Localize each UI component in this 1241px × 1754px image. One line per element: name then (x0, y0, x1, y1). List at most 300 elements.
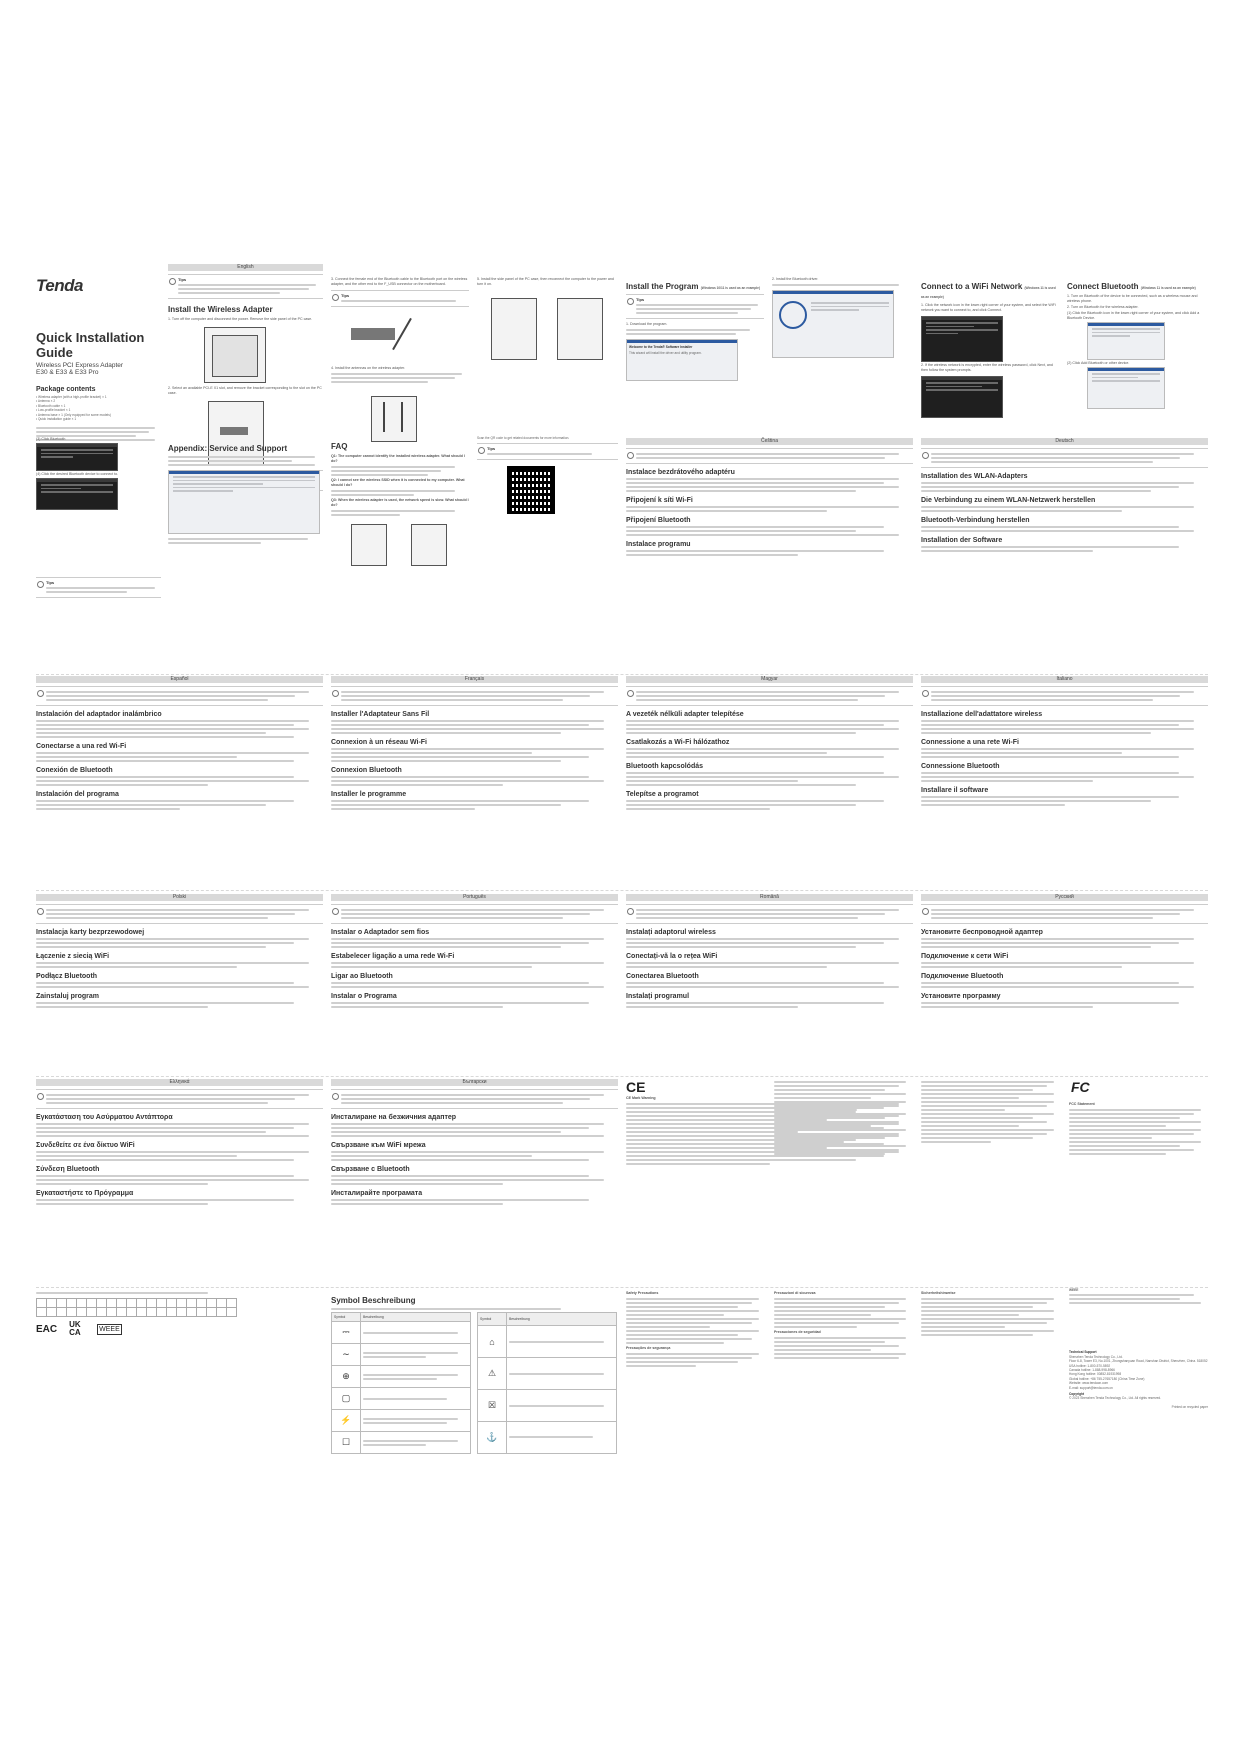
text-line (363, 1440, 458, 1442)
text-line (331, 942, 589, 944)
tips-label: Tips (46, 580, 55, 585)
polarity-icon: ⊕ (332, 1366, 361, 1388)
text-line (331, 1151, 604, 1153)
text-line (626, 1338, 752, 1340)
text-line (331, 780, 604, 782)
bg-heading-3: Свързване с Bluetooth (331, 1166, 410, 1173)
el-heading-2: Συνδεθείτε σε ένα δίκτυο WiFi (36, 1142, 135, 1149)
safety-col-de (921, 1290, 1061, 1338)
tenda-logo: Tenda (36, 276, 83, 295)
text-line (774, 1085, 899, 1087)
text-line (168, 464, 315, 466)
class-ii-icon: ▢ (332, 1388, 361, 1410)
text-line (626, 1353, 759, 1355)
screenshot-add-device (1087, 367, 1165, 409)
text-line (774, 1298, 906, 1300)
text-line (36, 1199, 294, 1201)
italian-section (921, 676, 1208, 886)
text-line (636, 691, 899, 693)
recycled-note: Printed on recycled paper (1171, 1404, 1208, 1409)
text-line (626, 1330, 759, 1332)
text-line (626, 1365, 696, 1367)
text-line (626, 1357, 752, 1359)
text-line (46, 917, 268, 919)
text-line (1069, 1153, 1166, 1155)
text-line (626, 1131, 798, 1133)
program-heading-text: Install the Program (626, 282, 699, 291)
text-line (626, 1318, 759, 1320)
text-line (921, 1302, 1047, 1304)
faq-question-1: Q1: The computer cannot identify the installed wireless adapter. What should I do? (331, 454, 465, 463)
text-line (46, 691, 309, 693)
text-line (331, 1002, 589, 1004)
text-line (1069, 1125, 1166, 1127)
english-tips-bottom (36, 574, 161, 596)
text-line (774, 1081, 906, 1083)
note-box (331, 686, 618, 706)
weee-icon: ☒ (478, 1390, 507, 1422)
text-line (331, 381, 428, 383)
spanish-section (36, 676, 323, 886)
tips-box (477, 443, 618, 460)
text-line (774, 1318, 906, 1320)
text-line (921, 490, 1151, 492)
hu-heading-2: Csatlakozás a Wi-Fi hálózathoz (626, 739, 730, 746)
text-line (921, 1085, 1047, 1087)
intel-logo-icon (779, 301, 807, 329)
text-line (921, 1298, 1054, 1300)
text-line (626, 1342, 724, 1344)
ro-heading-3: Conectarea Bluetooth (626, 973, 699, 980)
text-line (931, 691, 1194, 693)
text-line (921, 780, 1093, 782)
text-line (921, 1141, 991, 1143)
text-line (36, 776, 294, 778)
el-heading-4: Εγκαταστήστε το Πρόγραμμα (36, 1190, 134, 1197)
text-line (626, 1326, 710, 1328)
spanish-header: Español (36, 676, 323, 683)
install-step-4: 4. Install the antennas on the wireless adapter. (331, 366, 406, 370)
de-heading-3: Bluetooth-Verbindung herstellen (921, 517, 1030, 524)
text-line (626, 804, 856, 806)
guide-models: E30 & E33 & E33 Pro (36, 369, 99, 376)
note-box (626, 448, 913, 464)
program-panel (626, 276, 764, 431)
support-heading: Technical Support (1069, 1350, 1097, 1355)
text-line (636, 304, 758, 306)
text-line (626, 938, 899, 940)
text-line (921, 796, 1179, 798)
fr-heading-1: Installer l'Adaptateur Sans Fil (331, 711, 430, 718)
text-line (921, 1081, 1054, 1083)
de-heading-1: Installation des WLAN-Adapters (921, 473, 1028, 480)
text-line (331, 756, 589, 758)
install-heading: Install the Wireless Adapter (168, 305, 273, 314)
text-line (626, 1006, 798, 1008)
text-line (921, 720, 1194, 722)
tips-box (331, 290, 469, 307)
text-line (921, 1109, 1005, 1111)
text-line (626, 1298, 759, 1300)
ground-icon: ⚓ (478, 1421, 507, 1453)
text-line (341, 300, 456, 302)
program-panel-2 (772, 276, 913, 431)
text-line (774, 1141, 844, 1143)
bluetooth-step-2a: (1) Click the Bluetooth icon in the lower-right corner of your system, and click Add a Bluetooth Device. (1067, 311, 1200, 320)
bluetooth-heading-text: Connect Bluetooth (1067, 282, 1139, 291)
text-line (636, 917, 858, 919)
text-line (774, 1353, 906, 1355)
text-line (774, 1109, 857, 1111)
support-canada: Canada hotline: 1-888-998-8966 (1069, 1368, 1115, 1373)
text-line (341, 1098, 590, 1100)
symbol-table-left (331, 1312, 471, 1454)
text-line (178, 292, 280, 294)
text-line (331, 373, 462, 375)
fr-heading-4: Installer le programme (331, 791, 407, 798)
text-line (36, 946, 266, 948)
qr-panel (477, 436, 618, 526)
text-line (774, 1093, 906, 1095)
package-item: • Bluetooth cable × 1 (36, 403, 66, 408)
text-line (636, 695, 885, 697)
text-line (921, 728, 1194, 730)
text-line (1069, 1109, 1201, 1111)
text-line (363, 1352, 458, 1354)
text-line (363, 1332, 458, 1334)
text-line (931, 913, 1180, 915)
text-line (626, 732, 856, 734)
text-line (921, 804, 1065, 806)
text-line (921, 1113, 1054, 1115)
cz-heading-1: Instalace bezdrátového adaptéru (626, 469, 735, 476)
english-header: English (168, 264, 323, 271)
text-line (636, 909, 899, 911)
package-item: • Quick installation guide × 1 (36, 417, 77, 422)
pl-heading-1: Instalacja karty bezprzewodowej (36, 929, 145, 936)
text-line (772, 284, 899, 286)
text-line (331, 1199, 589, 1201)
es-heading-4: Instalación del programa (36, 791, 119, 798)
text-line (363, 1374, 458, 1376)
greek-header: Ελληνικά (36, 1079, 323, 1086)
hungarian-section (626, 676, 913, 886)
support-website: Website: www.tendacn.com (1069, 1381, 1109, 1386)
ukca-mark: UK CA (69, 1320, 81, 1337)
tech-support (1069, 1288, 1208, 1409)
text-line (774, 1349, 871, 1351)
text-line (774, 1341, 885, 1343)
text-line (46, 913, 295, 915)
text-line (36, 1179, 309, 1181)
ro-heading-1: Instalați adaptorul wireless (626, 929, 716, 936)
text-line (931, 453, 1194, 455)
text-line (36, 1175, 294, 1177)
hungarian-header: Magyar (626, 676, 913, 683)
text-line (341, 691, 604, 693)
package-item: • Wireless adapter (with a high-profile bracket) × 1 (36, 395, 107, 399)
text-line (931, 917, 1153, 919)
text-line (921, 938, 1194, 940)
french-section (331, 676, 618, 886)
fold-line (36, 890, 1208, 891)
note-box (36, 686, 323, 706)
bluetooth-heading (1067, 282, 1208, 291)
text-line (363, 1398, 447, 1400)
text-line (36, 942, 294, 944)
frequency-table (36, 1298, 237, 1317)
text-line (331, 800, 589, 802)
text-line (36, 780, 309, 782)
text-line (36, 427, 155, 429)
antenna-icon (383, 402, 385, 432)
text-line (626, 720, 899, 722)
text-line (626, 756, 884, 758)
text-line (774, 1322, 899, 1324)
text-line (341, 695, 590, 697)
band-english (36, 264, 1208, 672)
text-line (363, 1356, 426, 1358)
copyright-heading: Copyright (1069, 1392, 1085, 1397)
text-line (921, 1125, 1019, 1127)
text-line (36, 760, 294, 762)
appendix-heading: Appendix: Service and Support (168, 444, 288, 453)
text-line (1069, 1121, 1201, 1123)
text-line (774, 1145, 906, 1147)
tips-label: Tips (178, 277, 187, 282)
dc-icon: ⎓ (332, 1322, 361, 1344)
motherboard-icon (212, 335, 258, 377)
ro-heading-2: Conectați-vă la o rețea WiFi (626, 953, 718, 960)
english-column-3 (626, 277, 913, 672)
bluetooth-heading-sub: (Windows 11 is used as an example) (1140, 286, 1196, 290)
note-box (36, 1089, 323, 1109)
text-line (36, 966, 237, 968)
pt-heading-4: Instalar o Programa (331, 993, 397, 1000)
text-line (626, 554, 798, 556)
text-line (626, 1322, 752, 1324)
text-line (331, 1155, 532, 1157)
copyright-text: © 2023 Shenzhen Tenda Technology Co., Ltd. All rights reserved. (1069, 1396, 1162, 1401)
pc-case-icon (491, 298, 537, 360)
text-line (341, 1102, 563, 1104)
symbol-section (331, 1290, 618, 1480)
text-line (331, 728, 604, 730)
text-line (636, 913, 885, 915)
screenshot-bluetooth-device (36, 478, 118, 510)
note-box (36, 904, 323, 924)
el-heading-3: Σύνδεση Bluetooth (36, 1166, 100, 1173)
polish-section (36, 894, 323, 1072)
it-heading-1: Installazione dell'adattatore wireless (921, 711, 1043, 718)
text-line (774, 1149, 899, 1151)
romanian-section (626, 894, 913, 1072)
antenna-illustration (331, 396, 469, 440)
package-item: • Antenna base × 1 (Only equipped for some models) (36, 412, 111, 417)
weee-label: WEEE (1069, 1288, 1079, 1292)
text-line (168, 542, 261, 544)
text-line (626, 962, 899, 964)
text-line (931, 461, 1153, 463)
text-line (636, 453, 899, 455)
text-line (1069, 1145, 1180, 1147)
adapter-card-icon (220, 427, 248, 435)
bluetooth-cable-illustration (331, 310, 469, 365)
screenshot-bluetooth-menu (36, 443, 118, 471)
text-line (921, 1093, 1054, 1095)
text-line (626, 506, 899, 508)
text-line (341, 699, 563, 701)
text-line (921, 1133, 1047, 1135)
text-line (331, 760, 561, 762)
text-line (774, 1105, 899, 1107)
text-line (36, 1123, 309, 1125)
safety-heading-pt: Precauções de segurança (626, 1346, 671, 1350)
text-line (1069, 1302, 1201, 1304)
wifi-heading-sub: (Windows 11 is used as an example) (921, 286, 1056, 299)
text-line (774, 1302, 899, 1304)
text-line (331, 490, 455, 492)
symbol-col-header: Symbol (478, 1313, 507, 1326)
text-line (921, 530, 1194, 532)
guide-title: Quick Installation Guide (36, 330, 145, 360)
eac-mark: EAC (36, 1323, 58, 1335)
text-line (626, 752, 827, 754)
text-line (636, 699, 858, 701)
text-line (774, 1306, 885, 1308)
fr-heading-3: Connexion Bluetooth (331, 767, 402, 774)
text-line (921, 1121, 1047, 1123)
text-line (921, 982, 1179, 984)
text-line (1069, 1133, 1194, 1135)
text-line (331, 1131, 561, 1133)
install-step-2: 2. Select an available PCI-E X1 slot, and remove the bracket corresponding to the slot on the PC case. (168, 386, 322, 395)
text-line (168, 456, 315, 458)
text-line (921, 510, 1122, 512)
text-line (921, 962, 1194, 964)
text-line (921, 772, 1179, 774)
text-line (36, 800, 294, 802)
qr-caption: Scan the QR code to get related documents for more information. (477, 436, 570, 440)
band-row-4 (36, 1079, 1208, 1285)
safety-heading: Safety Precautions (626, 1291, 659, 1295)
symbol-heading: Symbol Beschreibung (331, 1296, 416, 1305)
ce-section (626, 1079, 913, 1285)
support-global: Global hotline: +86 755-27657180 (China Time Zone) (1069, 1376, 1145, 1381)
bluetooth-step-2: 2. Turn on Bluetooth for the wireless adapter. (1067, 305, 1139, 309)
text-line (46, 591, 127, 593)
bluetooth-step-2b: (2) Click Add Bluetooth or other device. (1067, 361, 1130, 365)
text-line (46, 1102, 268, 1104)
symbol-table-right (477, 1312, 617, 1454)
text-line (931, 699, 1153, 701)
text-line (36, 1151, 309, 1153)
fcc-section (921, 1079, 1208, 1285)
text-line (341, 913, 590, 915)
text-line (331, 1179, 604, 1181)
text-line (331, 474, 428, 476)
desc-col-header: Beschreibung (507, 1313, 617, 1326)
greek-section (36, 1079, 323, 1285)
text-line (36, 732, 266, 734)
text-line (921, 550, 1093, 552)
text-line (921, 800, 1151, 802)
text-line (363, 1444, 426, 1446)
text-line (36, 784, 208, 786)
text-line (331, 510, 455, 512)
pc-case-icon (557, 298, 603, 360)
program-heading (626, 282, 764, 291)
safety-heading-de: Sicherheitshinweise (921, 1291, 956, 1295)
text-line (331, 1183, 503, 1185)
support-company: Shenzhen Tenda Technology Co., Ltd. (1069, 1354, 1123, 1359)
band-row-5 (36, 1290, 1208, 1480)
text-line (921, 752, 1122, 754)
text-line (36, 1135, 309, 1137)
text-line (921, 1129, 1054, 1131)
text-line (921, 1310, 1054, 1312)
text-line (626, 526, 884, 528)
text-line (341, 917, 563, 919)
text-line (921, 1101, 1054, 1103)
text-line (1069, 1294, 1194, 1296)
text-line (36, 986, 309, 988)
house-icon: ⌂ (478, 1326, 507, 1358)
text-line (626, 550, 884, 552)
text-line (331, 470, 441, 472)
text-line (36, 962, 309, 964)
support-section (921, 1290, 1208, 1480)
program-step-1: 1. Download the program. (626, 322, 668, 326)
pl-heading-2: Łączenie z siecią WiFi (36, 953, 110, 960)
text-line (46, 699, 268, 701)
text-line (626, 333, 736, 335)
screenshot-wifi-list (921, 316, 1003, 362)
italian-header: Italiano (921, 676, 1208, 683)
text-line (626, 748, 899, 750)
text-line (626, 800, 884, 802)
text-line (36, 1002, 294, 1004)
note-box (626, 904, 913, 924)
tips-label: Tips (341, 293, 350, 298)
text-line (636, 312, 738, 314)
text-line (509, 1373, 604, 1375)
text-line (46, 695, 295, 697)
text-line (1069, 1149, 1194, 1151)
text-line (46, 1098, 295, 1100)
pc-case-icon (411, 524, 447, 566)
text-line (921, 756, 1179, 758)
tips-box (36, 577, 161, 598)
text-line (1069, 1137, 1152, 1139)
text-line (331, 720, 604, 722)
installer-body: This wizard will install the driver and utility program. (629, 351, 702, 356)
ru-heading-2: Подключение к сети WiFi (921, 953, 1009, 960)
screenshot-wifi-password (921, 376, 1003, 418)
russian-section (921, 894, 1208, 1072)
text-line (626, 728, 899, 730)
text-line (331, 494, 414, 496)
note-box (331, 1089, 618, 1109)
ac-icon: ∼ (332, 1344, 361, 1366)
english-column-2 (331, 277, 618, 672)
text-line (626, 1306, 738, 1308)
text-line (921, 1117, 1033, 1119)
text-line (1069, 1141, 1201, 1143)
text-line (774, 1117, 885, 1119)
text-line (331, 1203, 503, 1205)
text-line (931, 457, 1180, 459)
